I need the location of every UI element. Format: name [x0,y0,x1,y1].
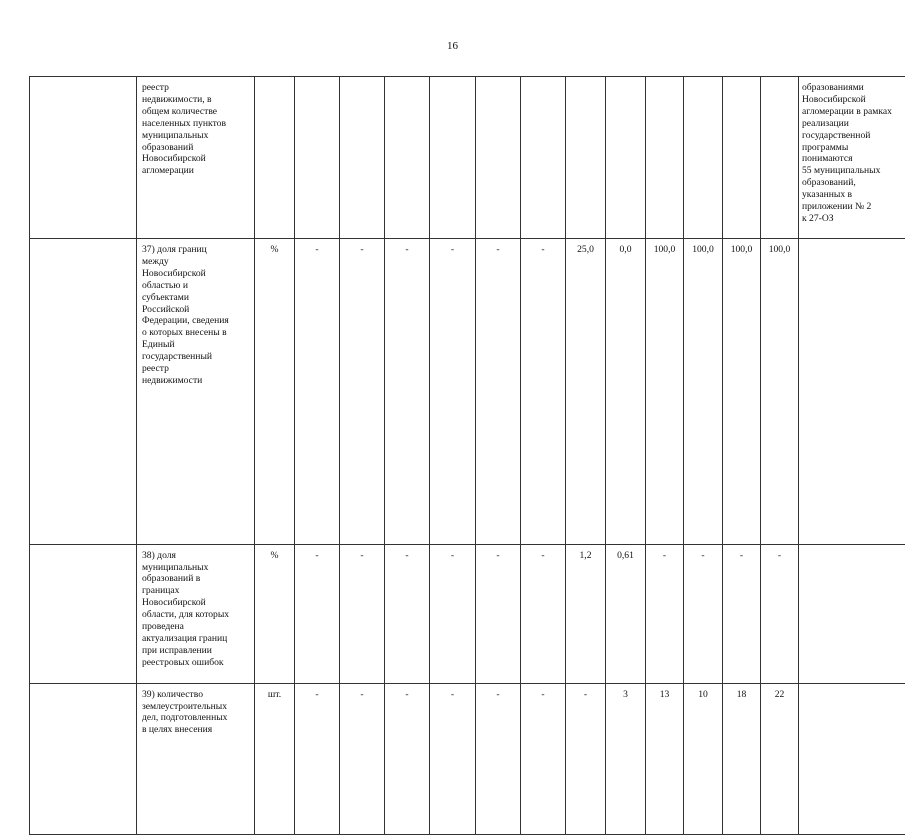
value-cell [799,683,905,834]
description-cell: реестр недвижимости, в общем количестве населенных пунктов муниципальных образований Новосибирской агломерации [137,77,255,239]
value-cell [761,77,799,239]
value-cell: 0,61 [606,544,646,683]
value-cell: 100,0 [646,239,684,545]
value-cell: - [385,239,430,545]
value-cell: - [385,544,430,683]
description-cell: 38) доля муниципальных образований в границах Новосибирской области, для которых проведена актуализация границ при исправлении реестровых ошибок [137,544,255,683]
value-cell: 22 [761,683,799,834]
indicators-table [29,76,905,835]
value-cell: - [430,683,476,834]
value-cell: - [385,683,430,834]
value-cell: 3 [606,683,646,834]
unit-cell: % [255,544,295,683]
value-cell: - [340,239,385,545]
value-cell: - [761,544,799,683]
value-cell: - [430,239,476,545]
value-cell: - [295,544,340,683]
value-cell: 0,0 [606,239,646,545]
value-cell: 10 [684,683,723,834]
value-cell: 25,0 [566,239,606,545]
note-cell: образованиями Новосибирской агломерации в рамках реализации государственной программы понимаются 55 муниципальных образований, указанных в приложении № 2 к 27-ОЗ [799,77,905,239]
name-cell [30,544,137,683]
value-cell [385,77,430,239]
value-cell: - [476,239,521,545]
value-cell: - [476,544,521,683]
value-cell: 100,0 [761,239,799,545]
value-cell: 100,0 [684,239,723,545]
value-cell [476,77,521,239]
value-cell [340,77,385,239]
value-cell: 13 [646,683,684,834]
name-cell [30,77,137,239]
value-cell [521,77,566,239]
value-cell: - [521,544,566,683]
page-number: 16 [0,40,905,52]
description-cell: 39) количество землеустроительных дел, подготовленных в целях внесения [137,683,255,834]
value-cell: 1,2 [566,544,606,683]
name-cell [30,239,137,545]
value-cell [295,77,340,239]
value-cell [566,77,606,239]
value-cell: - [295,239,340,545]
table-row [30,239,905,545]
unit-cell: % [255,239,295,545]
unit-cell: шт. [255,683,295,834]
value-cell [799,544,905,683]
value-cell [684,77,723,239]
value-cell: - [521,239,566,545]
value-cell: - [295,683,340,834]
value-cell: - [521,683,566,834]
table-row [30,683,905,834]
value-cell: - [430,544,476,683]
value-cell: 100,0 [723,239,761,545]
value-cell: - [723,544,761,683]
value-cell: - [340,544,385,683]
value-cell [430,77,476,239]
value-cell [646,77,684,239]
description-cell: 37) доля границ между Новосибирской областью и субъектами Российской Федерации, сведения о которых внесены в Единый государственный реестр недвижимости [137,239,255,545]
value-cell: - [566,683,606,834]
value-cell [723,77,761,239]
value-cell [606,77,646,239]
value-cell: - [340,683,385,834]
value-cell: - [684,544,723,683]
table-row [30,77,905,239]
value-cell: - [646,544,684,683]
name-cell [30,683,137,834]
value-cell: 18 [723,683,761,834]
value-cell: - [476,683,521,834]
unit-cell [255,77,295,239]
table-row [30,544,905,683]
value-cell [799,239,905,545]
